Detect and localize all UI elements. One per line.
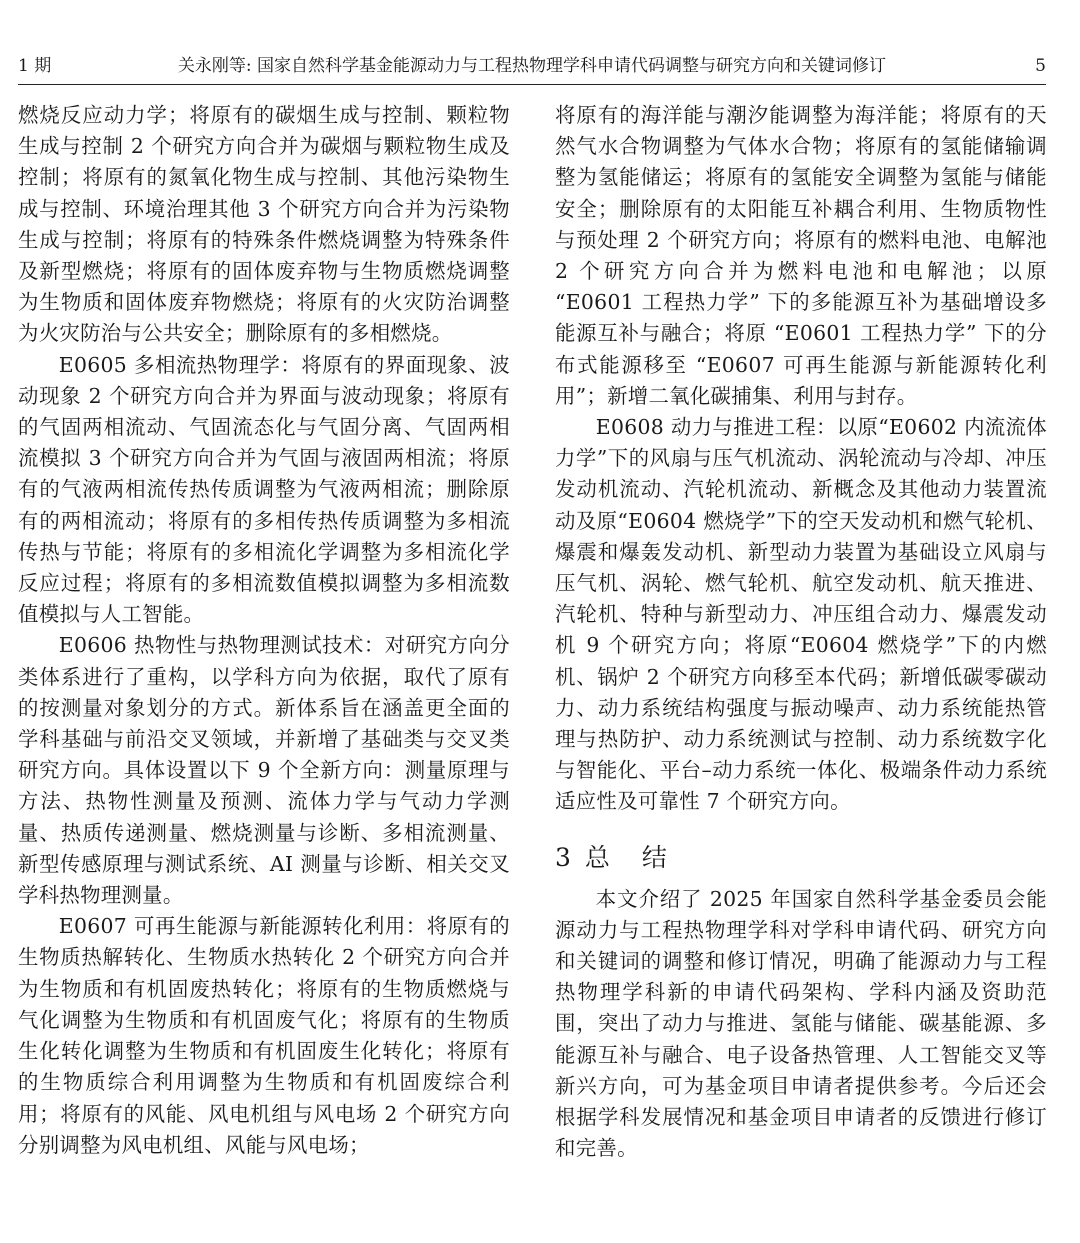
section-title: 总 结 [584,842,679,872]
header-rule [18,84,1046,85]
paragraph-summary: 本文介绍了 2025 年国家自然科学基金委员会能源动力与工程热物理学科对学科申请代码、研究方向和关键词的调整和修订情况，明确了能源动力与工程热物理学科新的申请代码架构、学科内涵及资助范围，突出了动力与推进、氢能与储能、碳基能源、多能源互补与融合、电子设备热管理、人工智能交叉等新兴方向，可为基金项目申请者提供参考。今后还会根据学科发展情况和基金项目申请者的反馈进行修订和完善。 [555,886,1047,1161]
right-column [555,100,1047,1165]
paragraph-e0606: E0606 热物性与热物理测试技术：对研究方向分类体系进行了重构，以学科方向为依据，取代了原有的按测量对象划分的方式。新体系旨在涵盖更全面的学科基础与前沿交叉领域，并新增了基础类与交叉类研究方向。具体设置以下 9 个全新方向：测量原理与方法、热物性测量及预测、流体力学与气动力学测量、热质传递测量、燃烧测量与诊断、多相流测量、新型传感原理与测试系统、AI 测量与诊断、相关交叉学科热物理测量。 [18,633,510,908]
page-number: 5 [1035,56,1046,76]
section-heading [555,838,1047,878]
paragraph-e0607: E0607 可再生能源与新能源转化利用：将原有的生物质热解转化、生物质水热转化 2 个研究方向合并为生物质和有机固废热转化；将原有的生物质燃烧与气化调整为生物质和有机固废气化；将原有的生物质生化转化调整为生物质和有机固废生化转化；将原有的生物质综合利用调整为生物质和有机固废综合利用；将原有的风能、风电机组与风电场 2 个研究方向分别调整为风电机组、风能与风电场； [18,914,510,1157]
issue-number: 1 期 [18,56,52,76]
paragraph-e0607-continued: 将原有的海洋能与潮汐能调整为海洋能；将原有的天然气水合物调整为气体水合物；将原有的氢能储输调整为氢能储运；将原有的氢能安全调整为氢能与储能安全；删除原有的太阳能互补耦合利用、生物质物性与预处理 2 个研究方向；将原有的燃料电池、电解池 2 个研究方向合并为燃料电池和电解池；以原 “E0601 工程热力学” 下的多能源互补为基础增设多能源互补与融合；将原 “E0601 工程热力学” 下的分布式能源移至 “E0607 可再生能源与新能源转化利用”；新增二氧化碳捕集、利用与封存。 [555,103,1047,408]
running-header [18,52,1046,80]
paragraph-e0608: E0608 动力与推进工程：以原“E0602 内流流体力学”下的风扇与压气机流动、涡轮流动与冷却、冲压发动机流动、汽轮机流动、新概念及其他动力装置流动及原“E0604 燃烧学”下的空天发动机和燃气轮机、爆震和爆轰发动机、新型动力装置为基础设立风扇与压气机、涡轮、燃气轮机、航空发动机、航天推进、汽轮机、特种与新型动力、冲压组合动力、爆震发动机 9 个研究方向；将原“E0604 燃烧学”下的内燃机、锅炉 2 个研究方向移至本代码；新增低碳零碳动力、动力系统结构强度与振动噪声、动力系统能热管理与热防护、动力系统测试与控制、动力系统数字化与智能化、平台–动力系统一体化、极端条件动力系统适应性及可靠性 7 个研究方向。 [555,415,1047,814]
paragraph-continued: 燃烧反应动力学；将原有的碳烟生成与控制、颗粒物生成与控制 2 个研究方向合并为碳烟与颗粒物生成及控制；将原有的氮氧化物生成与控制、其他污染物生成与控制、环境治理其他 3 个研究方向合并为污染物生成与控制；将原有的特殊条件燃烧调整为特殊条件及新型燃烧；将原有的固体废弃物与生物质燃烧调整为生物质和固体废弃物燃烧；将原有的火灾防治调整为火灾防治与公共安全；删除原有的多相燃烧。 [18,103,510,346]
paragraph-e0605: E0605 多相流热物理学：将原有的界面现象、波动现象 2 个研究方向合并为界面与波动现象；将原有的气固两相流动、气固流态化与气固分离、气固两相流模拟 3 个研究方向合并为气固与液固两相流；将原有的气液两相流传热传质调整为气液两相流；删除原有的两相流动；将原有的多相传热传质调整为多相流传热与节能；将原有的多相流化学调整为多相流化学反应过程；将原有的多相流数值模拟调整为多相流数值模拟与人工智能。 [18,352,510,627]
running-title: 关永刚等: 国家自然科学基金能源动力与工程热物理学科申请代码调整与研究方向和关键词修订 [177,56,887,76]
section-number: 3 [555,842,571,872]
left-column [18,100,510,1161]
